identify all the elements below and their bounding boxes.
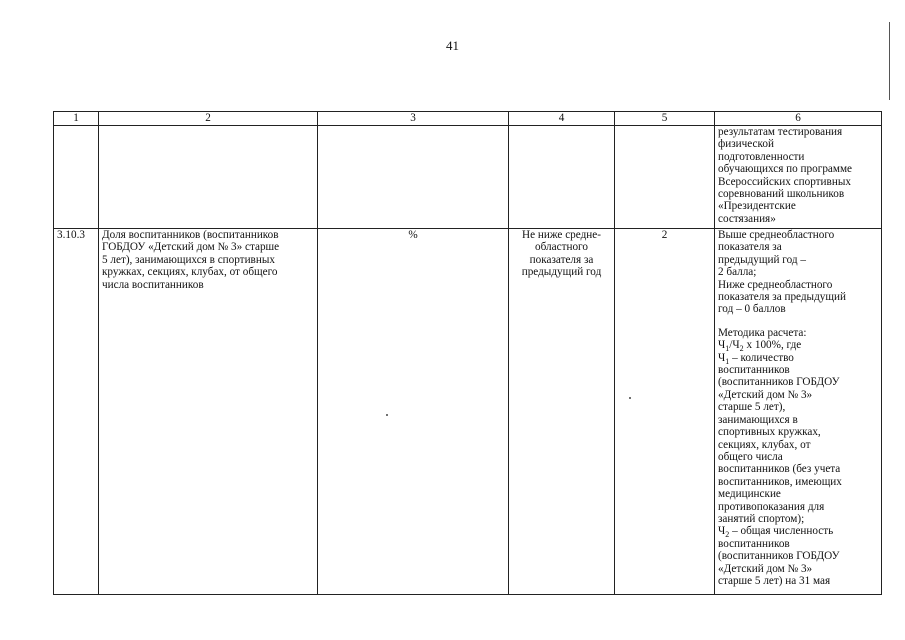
column-header-2: 2	[99, 112, 318, 126]
ch2-line: «Детский дом № 3»	[718, 562, 813, 575]
target-line: Не ниже средне-	[522, 229, 601, 241]
ch2-line: (воспитанников ГОБДОУ	[718, 550, 840, 563]
indicator-row-3-10-3	[54, 229, 882, 595]
continuation-cell-2	[99, 126, 318, 229]
column-header-6: 6	[715, 112, 882, 126]
method-formula: $Ч_1/Ч_2$ х 100%, где	[718, 339, 802, 354]
continuation-text-line: состязания»	[718, 212, 776, 225]
indicator-name-line: Доля воспитанников (воспитанников	[102, 229, 279, 241]
ch1-line: воспитанников	[718, 364, 790, 377]
ch2-line: старше 5 лет) на 31 мая	[718, 574, 831, 587]
indicator-name-line: ГОБДОУ «Детский дом № 3» старше	[102, 241, 280, 254]
method-title: Методика расчета:	[718, 326, 807, 339]
ch1-line: занимающихся в	[718, 413, 798, 426]
column-header-4: 4	[509, 112, 615, 126]
continuation-row	[54, 126, 882, 229]
formula-ch: Ч	[718, 525, 726, 538]
formula-ch: Ч	[718, 351, 726, 364]
formula-ch: Ч	[718, 339, 726, 352]
ch1-line: спортивных кружках,	[718, 426, 821, 439]
ch2-rest: – общая численность	[729, 525, 834, 538]
formula-sub-1: 1	[725, 344, 730, 354]
continuation-cell-6	[715, 126, 882, 229]
target-line: показателя за	[529, 253, 594, 266]
indicator-name-line: кружках, секциях, клубах, от общего	[102, 266, 278, 279]
scoring-line: 2 балла;	[718, 266, 757, 279]
indicator-code: 3.10.3	[54, 229, 99, 595]
column-header-1: 1	[54, 112, 99, 126]
ch1-line: занятий спортом);	[718, 512, 805, 525]
continuation-text-line: физической	[718, 138, 774, 151]
formula-sub-2: 2	[725, 530, 730, 540]
indicator-target	[509, 229, 615, 595]
scoring-line: год – 0 баллов	[718, 303, 786, 316]
continuation-text-line: подготовленности	[718, 150, 805, 163]
ch1-definition	[718, 352, 878, 364]
scoring-line: предыдущий год –	[718, 253, 806, 266]
ch1-line: «Детский дом № 3»	[718, 388, 813, 401]
page-number: 41	[446, 38, 459, 53]
scan-edge-line	[889, 22, 890, 100]
continuation-text-line: Всероссийских спортивных	[718, 175, 851, 188]
indicator-name	[99, 229, 318, 595]
scan-speck	[629, 397, 631, 399]
ch1-line: воспитанников (без учета	[718, 463, 841, 476]
continuation-text-line: результатам тестирования	[718, 126, 843, 138]
target-line: областного	[535, 241, 588, 254]
indicator-table	[53, 111, 882, 595]
ch1-line: общего числа	[718, 450, 783, 463]
column-header-3: 3	[318, 112, 509, 126]
ch1-rest: – количество	[729, 351, 794, 364]
ch1-line: медицинские	[718, 488, 781, 501]
ch2-definition	[718, 525, 878, 540]
formula-sub-1: 1	[725, 356, 730, 366]
indicator-scoring-and-method	[715, 229, 882, 595]
indicator-name-line: 5 лет), занимающихся в спортивных	[102, 253, 275, 266]
column-header-5: 5	[615, 112, 715, 126]
ch1-line: (воспитанников ГОБДОУ	[718, 376, 840, 389]
continuation-text-line: соревнований школьников	[718, 188, 845, 201]
ch2-line: воспитанников	[718, 537, 790, 550]
target-line: предыдущий год	[521, 266, 602, 279]
paragraph-gap	[718, 316, 878, 327]
scoring-line: показателя за	[718, 241, 782, 254]
scan-speck	[386, 414, 388, 416]
column-number-row	[54, 112, 882, 126]
ch1-line: противопоказания для	[718, 500, 825, 513]
formula-ch: Ч	[732, 339, 740, 352]
ch1-line: старше 5 лет),	[718, 401, 786, 414]
scoring-line: показателя за предыдущий	[718, 291, 846, 304]
continuation-cell-5	[615, 126, 715, 229]
continuation-cell-3	[318, 126, 509, 229]
formula-sub-2: 2	[739, 344, 744, 354]
ch1-line: воспитанников, имеющих	[718, 475, 842, 488]
indicator-weight: 2	[615, 229, 715, 595]
continuation-text-line: обучающихся по программе	[718, 163, 853, 176]
continuation-text-line: «Президентские	[718, 200, 796, 213]
scoring-line: Выше среднеобластного	[718, 229, 835, 241]
indicator-name-line: числа воспитанников	[102, 278, 204, 291]
formula-tail: х 100%, где	[743, 339, 802, 352]
continuation-cell-4	[509, 126, 615, 229]
indicator-unit: %	[318, 229, 509, 595]
ch1-line: секциях, клубах, от	[718, 438, 811, 451]
scoring-line: Ниже среднеобластного	[718, 278, 833, 291]
continuation-cell-1	[54, 126, 99, 229]
